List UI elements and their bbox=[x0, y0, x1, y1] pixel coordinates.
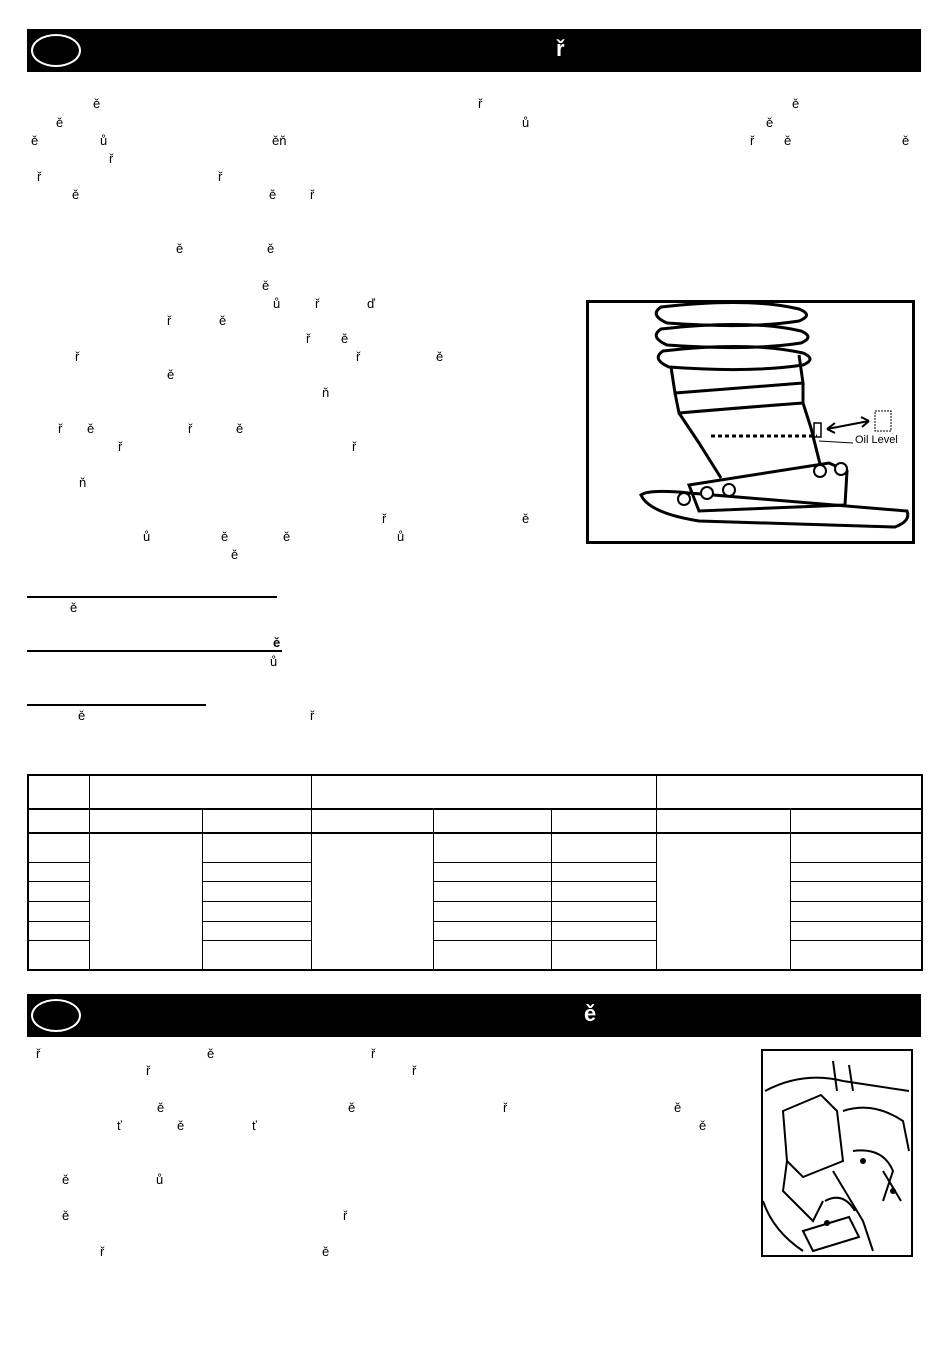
text-fragment: ě bbox=[766, 115, 774, 130]
text-fragment: ě bbox=[167, 367, 175, 382]
text-fragment: ť bbox=[252, 1118, 257, 1133]
text-fragment: ř bbox=[100, 1244, 105, 1259]
text-fragment: ě bbox=[93, 96, 101, 111]
text-fragment: ě bbox=[269, 187, 277, 202]
subheading-rule bbox=[27, 704, 206, 706]
text-fragment: ě bbox=[72, 187, 80, 202]
text-fragment: ř bbox=[306, 331, 311, 346]
text-fragment: ě bbox=[219, 313, 227, 328]
section-title: ř bbox=[556, 36, 565, 61]
text-fragment: ř bbox=[75, 349, 80, 364]
text-fragment: ě bbox=[176, 241, 184, 256]
text-fragment: ů bbox=[100, 133, 108, 148]
text-fragment: ě bbox=[522, 511, 530, 526]
text-fragment: ě bbox=[283, 529, 291, 544]
text-fragment: ř bbox=[118, 439, 123, 454]
subheading-rule bbox=[27, 596, 277, 598]
text-fragment: ě bbox=[674, 1100, 682, 1115]
spec-table bbox=[27, 774, 923, 971]
language-badge bbox=[31, 34, 81, 67]
section-header-bar bbox=[27, 994, 921, 1037]
text-fragment: ě bbox=[341, 331, 349, 346]
text-fragment: ů bbox=[156, 1172, 164, 1187]
text-fragment: ě bbox=[273, 635, 281, 650]
table-header-cell bbox=[89, 775, 311, 809]
text-fragment: ě bbox=[784, 133, 792, 148]
text-fragment: ě bbox=[177, 1118, 185, 1133]
text-fragment: ů bbox=[273, 296, 281, 311]
text-fragment: ů bbox=[270, 654, 278, 669]
fuel-filler-figure bbox=[761, 1049, 913, 1257]
text-fragment: ě bbox=[31, 133, 39, 148]
oil-level-label: Oil Level bbox=[855, 434, 898, 446]
text-fragment: ř bbox=[218, 169, 223, 184]
text-fragment: ř bbox=[146, 1063, 151, 1078]
text-fragment: ď bbox=[367, 296, 375, 311]
text-fragment: ě bbox=[348, 1100, 356, 1115]
text-fragment: ě bbox=[221, 529, 229, 544]
text-fragment: ě bbox=[207, 1046, 215, 1061]
text-fragment: ě bbox=[56, 115, 64, 130]
subheading-rule bbox=[27, 650, 282, 652]
text-fragment: ř bbox=[310, 708, 315, 723]
engine-illustration bbox=[763, 1051, 911, 1255]
text-fragment: ř bbox=[478, 96, 483, 111]
text-fragment: ř bbox=[382, 511, 387, 526]
text-fragment: ř bbox=[371, 1046, 376, 1061]
rammer-illustration bbox=[589, 303, 912, 541]
text-fragment: ě bbox=[62, 1208, 70, 1223]
oil-level-figure bbox=[586, 300, 915, 544]
text-fragment: ř bbox=[188, 421, 193, 436]
text-fragment: ř bbox=[58, 421, 63, 436]
text-fragment: ě bbox=[87, 421, 95, 436]
table-header-cell bbox=[311, 775, 656, 809]
text-fragment: ť bbox=[117, 1118, 122, 1133]
section-header-bar bbox=[27, 29, 921, 72]
language-badge bbox=[31, 999, 81, 1032]
text-fragment: ř bbox=[503, 1100, 508, 1115]
text-fragment: ě bbox=[267, 241, 275, 256]
text-fragment: ě bbox=[157, 1100, 165, 1115]
text-fragment: ř bbox=[109, 151, 114, 166]
section-title: ě bbox=[584, 1001, 597, 1026]
text-fragment: ě bbox=[262, 278, 270, 293]
text-fragment: ě bbox=[70, 600, 78, 615]
text-fragment: ň bbox=[79, 475, 87, 490]
text-fragment: ř bbox=[750, 133, 755, 148]
text-fragment: ř bbox=[310, 187, 315, 202]
table-header-cell bbox=[28, 775, 89, 809]
text-fragment: ě bbox=[792, 96, 800, 111]
text-fragment: ě bbox=[902, 133, 910, 148]
text-fragment: ř bbox=[315, 296, 320, 311]
text-fragment: ě bbox=[322, 1244, 330, 1259]
text-fragment: ř bbox=[167, 313, 172, 328]
text-fragment: ěň bbox=[272, 133, 287, 148]
text-fragment: ů bbox=[397, 529, 405, 544]
text-fragment: ň bbox=[322, 385, 330, 400]
text-fragment: ě bbox=[236, 421, 244, 436]
table-header-cell bbox=[656, 775, 922, 809]
text-fragment: ě bbox=[231, 547, 239, 562]
text-fragment: ě bbox=[699, 1118, 707, 1133]
text-fragment: ř bbox=[343, 1208, 348, 1223]
text-fragment: ě bbox=[436, 349, 444, 364]
text-fragment: ě bbox=[78, 708, 86, 723]
text-fragment: ř bbox=[352, 439, 357, 454]
text-fragment: ř bbox=[37, 169, 42, 184]
text-fragment: ě bbox=[62, 1172, 70, 1187]
text-fragment: ř bbox=[412, 1063, 417, 1078]
text-fragment: ř bbox=[356, 349, 361, 364]
text-fragment: ř bbox=[36, 1046, 41, 1061]
text-fragment: ů bbox=[143, 529, 151, 544]
text-fragment: ů bbox=[522, 115, 530, 130]
